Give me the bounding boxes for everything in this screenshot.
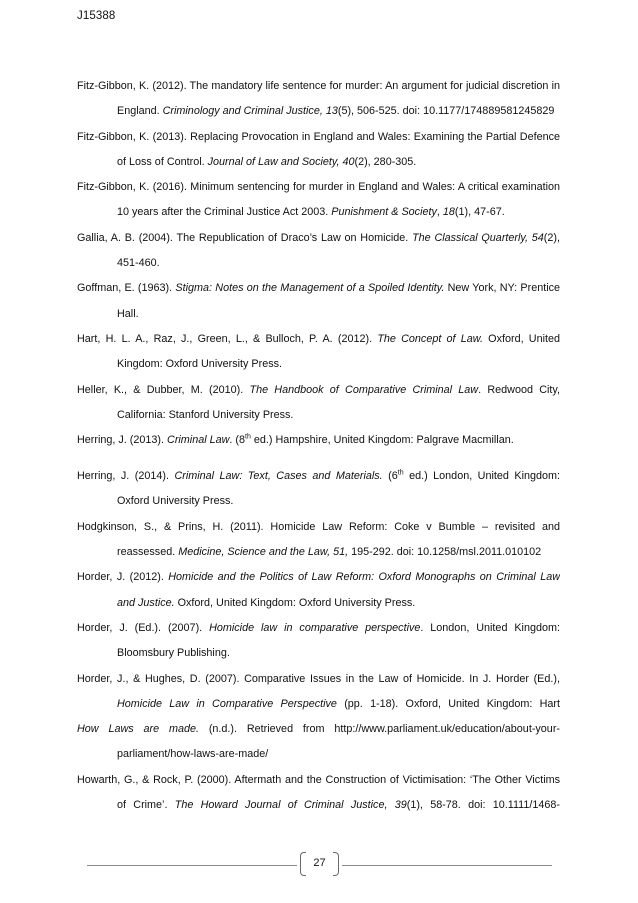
reference-entry: Fitz-Gibbon, K. (2012). The mandatory life sentence for murder: An argument for judicial discretion in England. Criminology and Criminal Justice, 13(5), 506-525. doi: 10.1177/174889581245829 [77,80,560,118]
reference-entry: Herring, J. (2013). Criminal Law. (8th ed.) Hampshire, United Kingdom: Palgrave Macmillan. [77,433,514,447]
document-id: J15388 [77,10,116,22]
reference-list [77,74,560,818]
reference-entry: Hodgkinson, S., & Prins, H. (2011). Homicide Law Reform: Coke v Bumble – revisited and reassessed. Medicine, Science and the Law, 51, 195-292. doi: 10.1258/msl.2011.010102 [77,520,560,559]
reference-entry: Goffman, E. (1963). Stigma: Notes on the Management of a Spoiled Identity. New York, NY: Prentice Hall. [77,282,560,320]
reference-entry: Horder, J., & Hughes, D. (2007). Comparative Issues in the Law of Homicide. In J. Horder (Ed.), Homicide Law in Comparative Perspective (pp. 1-18). Oxford, United Kingdom: Hart [77,672,560,710]
reference-entry: Horder, J. (Ed.). (2007). Homicide law in comparative perspective. London, United Kingdom: Bloomsbury Publishing. [77,621,560,660]
reference-entry: Herring, J. (2014). Criminal Law: Text, Cases and Materials. (6th ed.) London, United Kingdom: Oxford University Press. [77,469,560,508]
reference-entry: Gallia, A. B. (2004). The Republication of Draco’s Law on Homicide. The Classical Quarterly, 54(2), 451-460. [77,231,560,270]
page-number: 27 [313,857,326,869]
footer-rule-right [342,865,552,866]
reference-entry: Heller, K., & Dubber, M. (2010). The Handbook of Comparative Criminal Law. Redwood City, California: Stanford University Press. [77,383,560,421]
reference-entry: Howarth, G., & Rock, P. (2000). Aftermath and the Construction of Victimisation: ‘The Other Victims of Crime’. The Howard Journal of Criminal Justice, 39(1), 58-78. doi: 10.1111/1468- [77,773,560,812]
reference-entry: How Laws are made. (n.d.). Retrieved from http://www.parliament.uk/education/about-your-parliament/how-laws-are-made/ [77,723,560,761]
reference-entry: Horder, J. (2012). Homicide and the Politics of Law Reform: Oxford Monographs on Criminal Law and Justice. Oxford, United Kingdom: Oxford University Press. [77,571,560,609]
page-number-bracket-right [333,852,339,876]
reference-entry: Fitz-Gibbon, K. (2016). Minimum sentencing for murder in England and Wales: A critical examination 10 years after the Criminal Justice Act 2003. Punishment & Society, 18(1), 47-67. [77,181,560,219]
reference-entry: Fitz-Gibbon, K. (2013). Replacing Provocation in England and Wales: Examining the Partial Defence of Loss of Control. Journal of Law and Society, 40(2), 280-305. [77,130,560,168]
page-footer [87,852,552,878]
reference-entry: Hart, H. L. A., Raz, J., Green, L., & Bulloch, P. A. (2012). The Concept of Law. Oxford, United Kingdom: Oxford University Press. [77,332,560,371]
